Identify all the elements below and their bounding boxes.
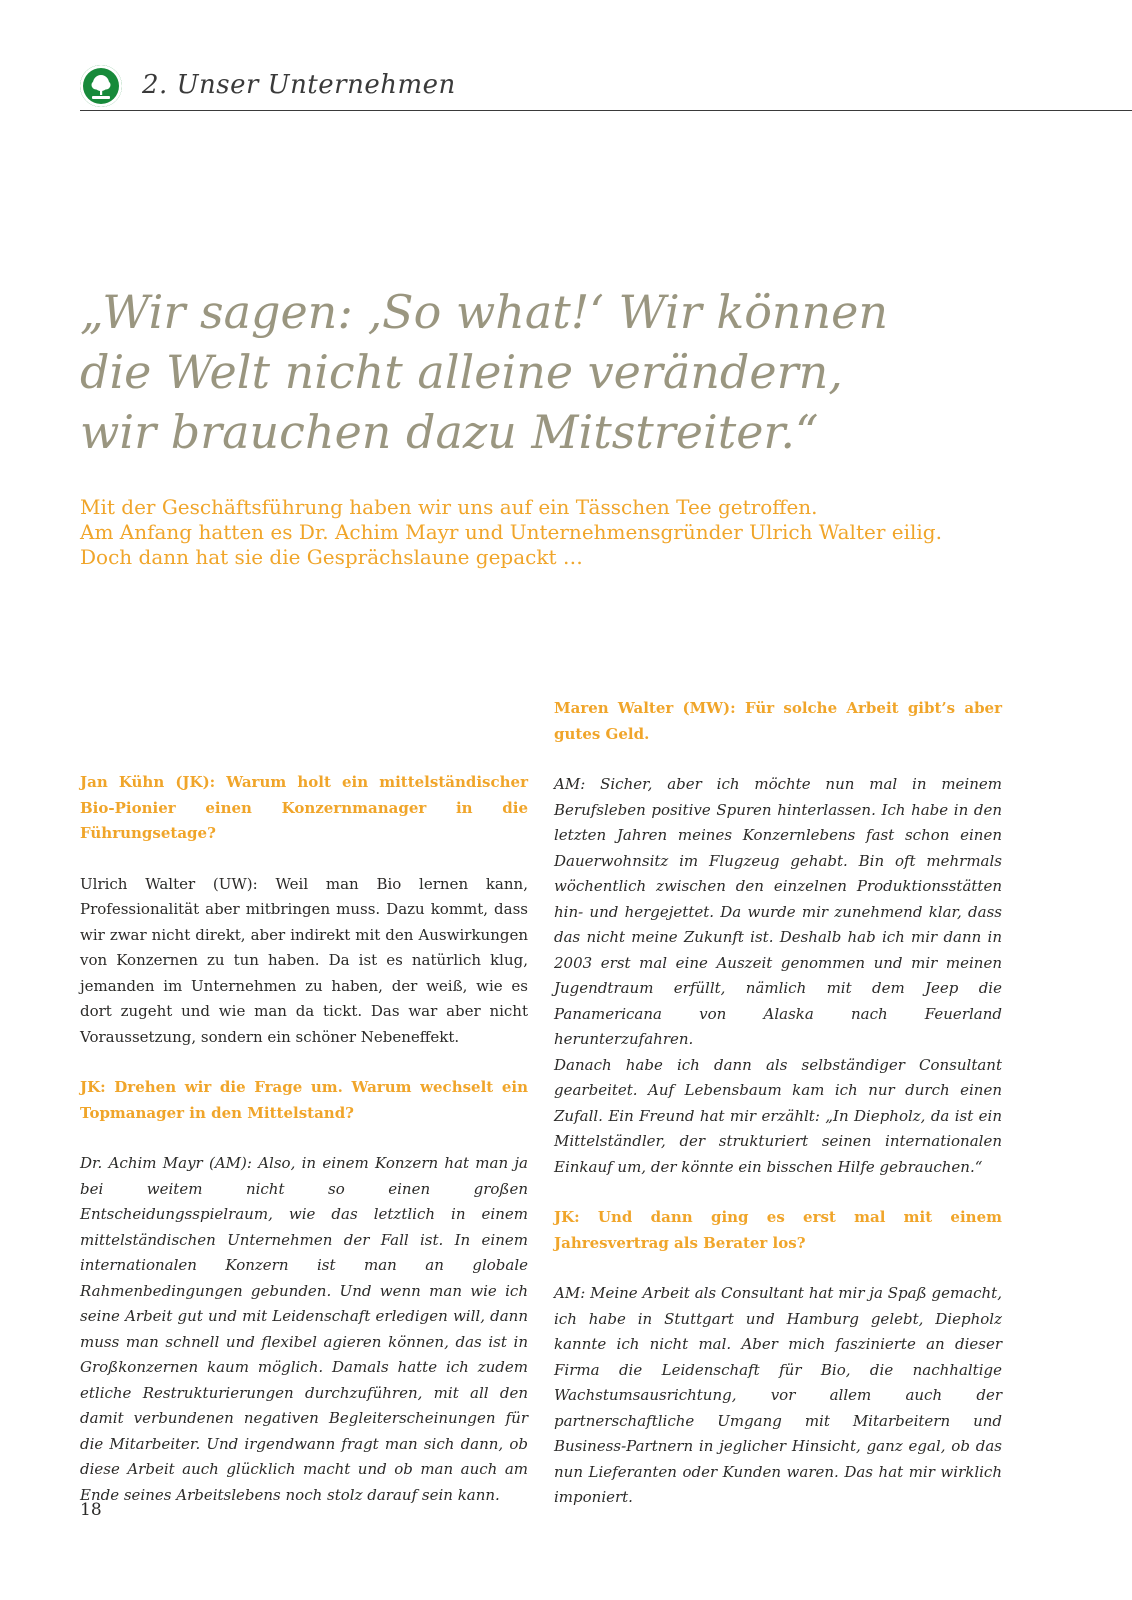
intro-line: Am Anfang hatten es Dr. Achim Mayr und Unternehmensgründer Ulrich Walter eilig.	[80, 520, 942, 544]
answer-text: Weil man Bio lernen kann, Professionalität aber mitbringen muss. Dazu kommt, dass wir zwar nicht direkt, aber indirekt mit den Auswirkungen von Konzernen zu tun haben. Da ist es natürlich klug, jemanden im Unternehmen zu haben, der weiß, wie es dort zugeht und wie man da tickt. Das war aber nicht Voraussetzung, sondern ein schöner Nebeneffekt.	[80, 874, 528, 1046]
header-divider	[80, 110, 1132, 111]
pull-quote	[80, 282, 1040, 462]
interview-question: JK: Und dann ging es erst mal mit einem Jahresvertrag als Berater los?	[554, 1208, 1002, 1252]
interview-question: JK: Drehen wir die Frage um. Warum wechselt ein Topmanager in den Mittelstand?	[80, 1078, 528, 1122]
page-header	[80, 62, 1132, 112]
interview-answer	[80, 872, 528, 1051]
interview-question: Jan Kühn (JK): Warum holt ein mittelständischer Bio-Pionier einen Konzernmanager in die Führungsetage?	[80, 773, 528, 842]
interview-question: Maren Walter (MW): Für solche Arbeit gibt’s aber gutes Geld.	[554, 699, 1002, 743]
lebensbaum-tree-logo-icon	[80, 65, 122, 107]
answer-continuation: Danach habe ich dann als selbständiger Consultant gearbeitet. Auf Lebensbaum kam ich nur durch einen Zufall. Ein Freund hat mir erzählt: „In Diepholz, da ist ein Mittelständler, der strukturiert seinen internationalen Einkauf um, der könnte ein bisschen Hilfe gebrauchen.“	[554, 1055, 1002, 1176]
left-column	[80, 770, 528, 1508]
intro-paragraph	[80, 495, 1080, 570]
pull-quote-line: die Welt nicht alleine verändern,	[80, 345, 843, 399]
speaker-label: Ulrich Walter (UW):	[80, 874, 258, 893]
section-title: 2. Unser Unternehmen	[142, 70, 456, 100]
interview-answer	[554, 1281, 1002, 1511]
interview-answer	[554, 772, 1002, 1053]
speaker-label: AM:	[554, 775, 586, 793]
page-number: 18	[80, 1500, 102, 1520]
pull-quote-line: „Wir sagen: ‚So what!‘ Wir können	[80, 285, 888, 339]
speaker-label: Dr. Achim Mayr (AM):	[80, 1154, 252, 1172]
interview-answer	[80, 1151, 528, 1508]
speaker-label: AM:	[554, 1284, 586, 1302]
intro-line: Doch dann hat sie die Gesprächslaune gepackt …	[80, 545, 583, 569]
right-column	[554, 696, 1002, 1511]
answer-text: Also, in einem Konzern hat man ja bei weitem nicht so einen großen Entscheidungsspielraum, wie das letztlich in einem mittelständischen Unternehmen der Fall ist. In einem internationalen Konzern ist man an globale Rahmenbedingungen gebunden. Und wenn man wie ich seine Arbeit gut und mit Leidenschaft erledigen will, dann muss man schnell und flexibel agieren können, das ist in Großkonzernen kaum möglich. Damals hatte ich zudem etliche Restrukturierungen durchzuführen, mit all den damit verbundenen negativen Begleiterscheinungen für die Mitarbeiter. Und irgendwann fragt man sich dann, ob diese Arbeit auch glücklich macht und ob man auch am Ende seines Arbeitslebens noch stolz darauf sein kann.	[80, 1154, 528, 1504]
pull-quote-line: wir brauchen dazu Mitstreiter.“	[80, 405, 819, 459]
intro-line: Mit der Geschäftsführung haben wir uns auf ein Tässchen Tee getroffen.	[80, 495, 818, 519]
answer-text: Meine Arbeit als Consultant hat mir ja Spaß gemacht, ich habe in Stuttgart und Hamburg gelebt, Diepholz kannte ich nicht mal. Aber mich faszinierte an dieser Firma die Leidenschaft für Bio, die nachhaltige Wachstumsausrichtung, vor allem auch der partnerschaftliche Umgang mit Mitarbeitern und Business-Partnern in jeglicher Hinsicht, ganz egal, ob das nun Lieferanten oder Kunden waren. Das hat mir wirklich imponiert.	[554, 1284, 1002, 1506]
answer-text: Sicher, aber ich möchte nun mal in meinem Berufsleben positive Spuren hinterlassen. Ich habe in den letzten Jahren meines Konzernlebens fast schon einen Dauerwohnsitz im Flugzeug gehabt. Bin oft mehrmals wöchentlich zwischen den einzelnen Produktionsstätten hin- und hergejettet. Da wurde mir zunehmend klar, dass das nicht meine Zukunft ist. Deshalb hab ich mir dann in 2003 erst mal eine Auszeit genommen und mir meinen Jugendtraum erfüllt, nämlich mit dem Jeep die Panamericana von Alaska nach Feuerland herunterzufahren.	[554, 775, 1002, 1048]
